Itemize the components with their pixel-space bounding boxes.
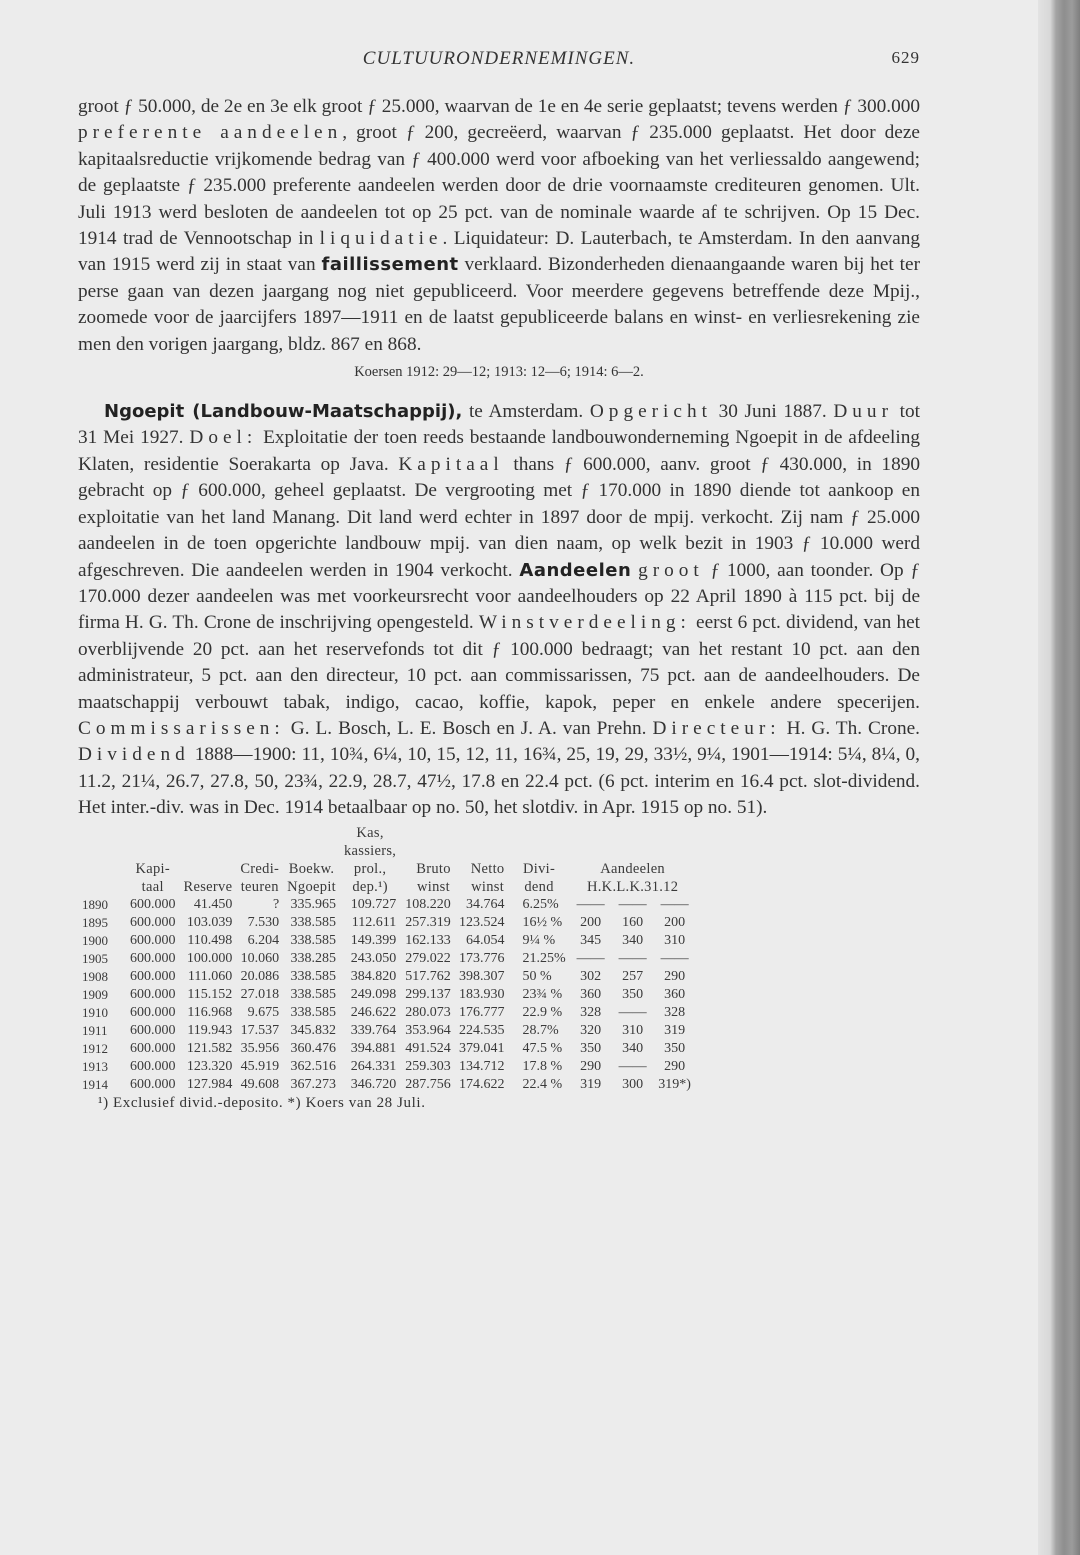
cell-crediteuren: 45.919 <box>240 1058 280 1074</box>
cell-netto: 176.777 <box>458 1004 505 1020</box>
col-crediteuren: Credi- teuren <box>240 860 280 895</box>
cell-netto: 224.535 <box>458 1022 505 1038</box>
cell-crediteuren: ? <box>272 896 280 912</box>
bold-term: faillissement <box>321 254 459 276</box>
cell-year: 1912 <box>82 1040 108 1056</box>
cell-kas: 394.881 <box>350 1040 397 1056</box>
running-title: CULTUURONDERNEMINGEN. <box>362 48 636 69</box>
spaced-term: preferente aandeelen <box>78 122 343 144</box>
cell-kas: 346.720 <box>350 1076 397 1092</box>
text-run: 30 Juni 1887. <box>711 401 834 423</box>
cell-kapitaal: 600.000 <box>130 1004 176 1020</box>
cell-kapitaal: 600.000 <box>130 896 176 912</box>
cell-reserve: 100.000 <box>186 950 233 966</box>
label-kapitaal: Kapitaal <box>398 453 504 475</box>
cell-dividend: 50 % <box>522 968 552 984</box>
label-aandeelen: Aandeelen <box>519 559 632 581</box>
cell-k3112: 328 <box>664 1004 686 1020</box>
text-run: groot ƒ 50.000, de 2e en 3e elk groot ƒ 25.000, waarvan de 1e en 4e serie geplaatst; tevens werden ƒ 300.000 <box>78 96 920 117</box>
cell-kas: 149.399 <box>350 932 397 948</box>
cell-hk: —— <box>576 896 605 912</box>
cell-lk: 300 <box>622 1076 644 1092</box>
cell-boekw: 360.476 <box>290 1040 336 1056</box>
table-row <box>78 950 696 968</box>
cell-netto: 64.054 <box>465 932 505 948</box>
financial-table <box>78 824 696 1094</box>
cell-kas: 246.622 <box>350 1004 397 1020</box>
cell-crediteuren: 6.204 <box>247 932 280 948</box>
label-groot: groot <box>638 559 704 581</box>
cell-kapitaal: 600.000 <box>130 950 176 966</box>
cell-lk: 350 <box>622 986 644 1002</box>
cell-boekw: 335.965 <box>290 896 336 912</box>
cell-year: 1895 <box>82 914 108 930</box>
previous-entry-paragraph <box>78 94 920 358</box>
label-opgericht: Opgericht <box>589 401 712 423</box>
cell-netto: 173.776 <box>458 950 505 966</box>
cell-dividend: 21.25% <box>522 950 566 966</box>
cell-year: 1900 <box>82 932 108 948</box>
cell-bruto: 162.133 <box>405 932 451 948</box>
cell-hk: 319 <box>580 1076 602 1092</box>
text-run: ƒ 1000, aan toonder. Op ƒ 170.000 dezer aandeelen was met voorkeursrecht voor aandeelhouders op 22 April 1890 à 115 pct. bij de firma H. G. Th. Crone de inschrijving opengesteld. <box>78 559 921 634</box>
cell-bruto: 257.319 <box>405 914 451 930</box>
cell-reserve: 111.060 <box>187 968 233 984</box>
cell-reserve: 41.450 <box>193 896 233 912</box>
cell-kapitaal: 600.000 <box>130 914 176 930</box>
table-row <box>78 896 696 914</box>
col-reserve: Reserve <box>183 878 233 895</box>
table-row <box>78 968 696 986</box>
cell-crediteuren: 49.608 <box>240 1076 280 1092</box>
cell-boekw: 338.585 <box>290 914 336 930</box>
cell-k3112: —— <box>660 950 689 966</box>
cell-k3112: —— <box>660 896 689 912</box>
cell-netto: 34.764 <box>465 896 505 912</box>
cell-bruto: 299.137 <box>405 986 451 1002</box>
cell-dividend: 9¼ % <box>522 932 556 948</box>
label-commissarissen: Commissarissen: <box>78 717 285 739</box>
cell-bruto: 491.524 <box>405 1040 451 1056</box>
col-bruto-winst: Bruto winst <box>416 860 451 895</box>
cell-year: 1905 <box>82 950 108 966</box>
cell-year: 1890 <box>82 896 108 912</box>
cell-crediteuren: 7.530 <box>247 914 280 930</box>
cell-lk: —— <box>618 896 647 912</box>
col-netto-winst: Netto winst <box>470 860 505 895</box>
cell-k3112: 350 <box>664 1040 686 1056</box>
cell-reserve: 115.152 <box>187 986 233 1002</box>
cell-dividend: 16½ % <box>522 914 563 930</box>
cell-lk: 340 <box>622 932 644 948</box>
cell-hk: 290 <box>580 1058 602 1074</box>
table-footnote: ¹) Exclusief divid.-deposito. *) Koers van 28 Juli. <box>98 1094 426 1111</box>
document-page <box>78 48 920 1112</box>
page-number: 629 <box>891 48 920 67</box>
cell-year: 1913 <box>82 1058 108 1074</box>
cell-year: 1911 <box>82 1022 108 1038</box>
table-row <box>78 1004 696 1022</box>
table-row <box>78 1058 696 1076</box>
cell-boekw: 338.285 <box>290 950 336 966</box>
cell-dividend: 22.4 % <box>522 1076 563 1092</box>
cell-hk: 360 <box>580 986 602 1002</box>
cell-k3112: 200 <box>664 914 686 930</box>
cell-hk: 320 <box>580 1022 602 1038</box>
cell-k3112: 360 <box>664 986 686 1002</box>
cell-netto: 398.307 <box>458 968 505 984</box>
cell-crediteuren: 27.018 <box>240 986 280 1002</box>
running-header <box>78 48 920 78</box>
cell-kas: 243.050 <box>350 950 397 966</box>
cell-netto: 134.712 <box>458 1058 505 1074</box>
firm-name: Ngoepit (Landbouw-Maatschappij), <box>104 401 463 423</box>
cell-bruto: 108.220 <box>405 896 451 912</box>
table-row <box>78 986 696 1004</box>
text-run: . Liquidateur: D. Lauterbach, te Amsterdam. In den aanvang van 1915 werd zij in staat van <box>78 228 920 276</box>
cell-year: 1910 <box>82 1004 108 1020</box>
text-run: thans ƒ 600.000, aanv. groot ƒ 430.000, in 1890 gebracht op ƒ 600.000, geheel geplaatst. De vergrooting met ƒ 170.000 in 1890 diende tot aankoop en exploitatie van het land Manang. Dit land werd echter in 1897 door de mpij. verkocht. Zij nam ƒ 25.000 aandeelen in de toen opgerichte landbouw mpij. van dien naam, op welk bezit in 1903 ƒ 10.000 werd afgeschreven. Die aandeelen werden in 1904 verkocht. <box>78 453 920 581</box>
cell-reserve: 119.943 <box>187 1022 233 1038</box>
cell-k3112: 290 <box>664 968 686 984</box>
text-run: verklaard. Bizonderheden dienaangaande waren bij het ter perse gaan van dezen jaargang nog niet gepubliceerd. Voor meerdere gegevens betreffende deze Mpij., zoomede voor de jaarcijfers 1897—1911 en de laatst gepubliceerde balans en winst- en verliesrekening zie men den vorigen jaargang, bldz. 867 en 868. <box>78 254 920 355</box>
cell-boekw: 362.516 <box>290 1058 336 1074</box>
ngoepit-entry-paragraph <box>78 399 920 822</box>
cell-netto: 379.041 <box>458 1040 505 1056</box>
cell-hk: 328 <box>580 1004 602 1020</box>
cell-hk: 200 <box>580 914 602 930</box>
cell-crediteuren: 35.956 <box>240 1040 280 1056</box>
text-run: 1888—1900: 11, 10¾, 6¼, 10, 15, 12, 11, 16¾, 25, 19, 29, 33½, 9¼, 1901—1914: 5¼, 8¼, 0, 11.2, 21¼, 26.7, 27.8, 50, 23¾, 22.9, 28.7, 47½, 17.8 en 22.4 pct. (6 pct. interim en 16.4 pct. slot-dividend. Het inter.-div. was in Dec. 1914 betaalbaar op no. 50, het slotdiv. in Apr. 1915 op no. 51). <box>78 744 920 819</box>
koersen-line: Koersen 1912: 29—12; 1913: 12—6; 1914: 6—2. <box>354 364 644 381</box>
cell-k3112: 319 <box>664 1022 686 1038</box>
cell-lk: 340 <box>622 1040 644 1056</box>
cell-bruto: 287.756 <box>405 1076 451 1092</box>
col-boekwaarde: Boekw. Ngoepit <box>287 860 336 895</box>
text-run: H. G. Th. Crone. <box>780 717 920 739</box>
cell-hk: 302 <box>580 968 602 984</box>
cell-crediteuren: 9.675 <box>247 1004 280 1020</box>
cell-reserve: 110.498 <box>187 932 233 948</box>
cell-dividend: 17.8 % <box>522 1058 563 1074</box>
cell-kapitaal: 600.000 <box>130 986 176 1002</box>
cell-lk: 310 <box>622 1022 644 1038</box>
cell-k3112: 310 <box>664 932 686 948</box>
cell-dividend: 28.7% <box>522 1022 559 1038</box>
label-doel: Doel: <box>189 427 258 449</box>
cell-crediteuren: 10.060 <box>240 950 280 966</box>
label-dividend: Dividend <box>78 744 190 766</box>
col-kapitaal: Kapi- taal <box>135 860 170 895</box>
cell-reserve: 127.984 <box>186 1076 233 1092</box>
table-row <box>78 1040 696 1058</box>
cell-lk: —— <box>618 1058 647 1074</box>
cell-bruto: 259.303 <box>405 1058 451 1074</box>
book-page-edge <box>1038 0 1080 1555</box>
cell-kas: 384.820 <box>350 968 397 984</box>
label-directeur: Directeur: <box>652 717 781 739</box>
text-run: te Amsterdam. <box>462 401 590 423</box>
cell-netto: 183.930 <box>458 986 505 1002</box>
cell-k3112: 290 <box>664 1058 686 1074</box>
cell-lk: 160 <box>622 914 644 930</box>
cell-hk: 350 <box>580 1040 602 1056</box>
cell-k3112: 319*) <box>658 1076 691 1092</box>
cell-reserve: 103.039 <box>186 914 233 930</box>
cell-boekw: 338.585 <box>290 986 336 1002</box>
cell-bruto: 517.762 <box>405 968 451 984</box>
cell-bruto: 279.022 <box>405 950 451 966</box>
label-duur: Duur <box>833 401 893 423</box>
label-winstverdeeling: Winstverdeeling: <box>478 612 691 634</box>
cell-kapitaal: 600.000 <box>130 1022 176 1038</box>
cell-year: 1909 <box>82 986 108 1002</box>
cell-lk: 257 <box>622 968 644 984</box>
cell-dividend: 47.5 % <box>522 1040 563 1056</box>
cell-hk: 345 <box>580 932 602 948</box>
cell-netto: 174.622 <box>458 1076 505 1092</box>
cell-kapitaal: 600.000 <box>130 1058 176 1074</box>
cell-boekw: 338.585 <box>290 968 336 984</box>
text-run: eerst 6 pct. dividend, van het overblijvende 20 pct. aan het reservefonds tot dit ƒ 100.000 bedraagt; van het restant 10 pct. aan den administrateur, 5 pct. aan den directeur, 10 pct. aan commissarissen, 75 pct. aan de aandeelhouders. De maatschappij verbouwt tabak, indigo, cacao, koffie, kapok, peper en enkele andere specerijen. <box>78 612 921 713</box>
cell-kapitaal: 600.000 <box>130 932 176 948</box>
cell-kas: 109.727 <box>350 896 397 912</box>
cell-boekw: 338.585 <box>290 1004 336 1020</box>
cell-dividend: 22.9 % <box>522 1004 563 1020</box>
cell-bruto: 353.964 <box>405 1022 451 1038</box>
cell-dividend: 23¾ % <box>522 986 563 1002</box>
table-row <box>78 1076 696 1094</box>
cell-kas: 339.764 <box>350 1022 397 1038</box>
col-kas: Kas, kassiers, prol., dep.¹) <box>343 824 397 895</box>
text-run: G. L. Bosch, L. E. Bosch en J. A. van Prehn. <box>284 717 653 739</box>
col-aandeelen: Aandeelen H.K.L.K.31.12 <box>586 860 679 895</box>
cell-crediteuren: 20.086 <box>240 968 280 984</box>
cell-dividend: 6.25% <box>522 896 559 912</box>
cell-boekw: 367.273 <box>290 1076 336 1092</box>
cell-boekw: 345.832 <box>290 1022 336 1038</box>
table-header-row <box>78 824 696 896</box>
text-run: Exploitatie der toen reeds bestaande landbouwonderneming Ngoepit in de afdeeling Klaten, residentie Soerakarta op Java. <box>78 427 921 475</box>
cell-bruto: 280.073 <box>405 1004 451 1020</box>
table-row <box>78 1022 696 1040</box>
cell-kas: 264.331 <box>350 1058 397 1074</box>
cell-reserve: 123.320 <box>186 1058 233 1074</box>
table-row <box>78 932 696 950</box>
col-dividend: Divi- dend <box>523 860 556 895</box>
cell-kas: 112.611 <box>351 914 397 930</box>
cell-kapitaal: 600.000 <box>130 1040 176 1056</box>
cell-lk: —— <box>618 950 647 966</box>
cell-kapitaal: 600.000 <box>130 968 176 984</box>
cell-year: 1908 <box>82 968 108 984</box>
text-run: , groot ƒ 200, gecreëerd, waarvan ƒ 235.000 geplaatst. Het door deze kapitaalsreductie vrijkomende bedrag van ƒ 400.000 werd voor afboeking van het verliessaldo aangewend; de geplaatste ƒ 235.000 preferente aandeelen werden door de drie voornaamste crediteuren genomen. Ult. Juli 1913 werd besloten de aandeelen tot op 25 pct. van de nominale waarde af te schrijven. Op 15 Dec. 1914 trad de Vennootschap in <box>78 122 920 250</box>
cell-reserve: 121.582 <box>186 1040 233 1056</box>
cell-reserve: 116.968 <box>187 1004 233 1020</box>
text-run: tot 31 Mei 1927. <box>78 401 920 449</box>
cell-boekw: 338.585 <box>290 932 336 948</box>
cell-kas: 249.098 <box>350 986 397 1002</box>
table-body <box>78 896 696 1094</box>
cell-kapitaal: 600.000 <box>130 1076 176 1092</box>
cell-netto: 123.524 <box>458 914 505 930</box>
spaced-term: liquidatie <box>319 228 443 250</box>
cell-hk: —— <box>576 950 605 966</box>
table-row <box>78 914 696 932</box>
cell-lk: —— <box>618 1004 647 1020</box>
cell-crediteuren: 17.537 <box>240 1022 280 1038</box>
cell-year: 1914 <box>82 1076 108 1092</box>
